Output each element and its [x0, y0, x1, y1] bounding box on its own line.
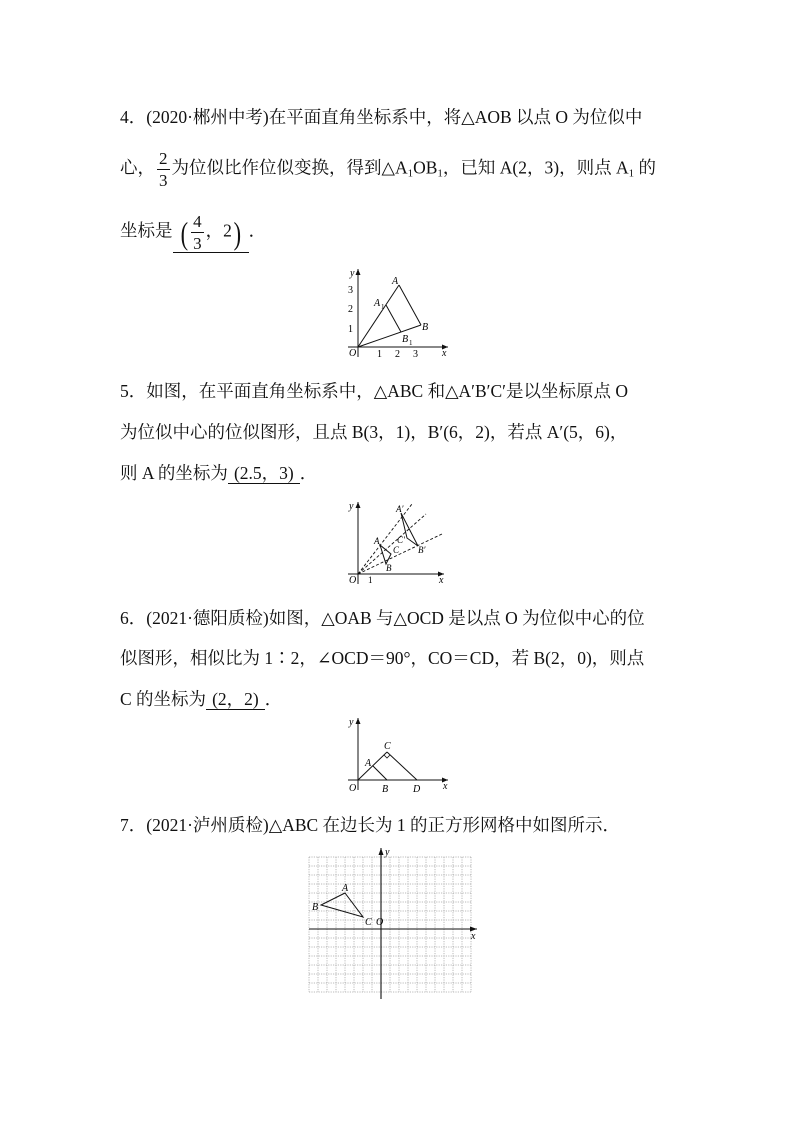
triangle-ABC	[321, 893, 363, 917]
point-label-B: B	[422, 322, 429, 333]
frac-numerator: 4	[193, 212, 202, 231]
y-tick-label: 1	[348, 324, 353, 335]
q4-text: OB	[413, 157, 438, 178]
y-axis-label: y	[385, 847, 390, 858]
segment-AB	[373, 766, 387, 780]
square-grid	[309, 857, 471, 992]
q6-line3	[120, 691, 282, 710]
x-tick-label: 1	[368, 575, 373, 585]
point-label-A: A	[342, 883, 349, 894]
point-label-D: D	[413, 784, 421, 794]
y-axis-label: y	[349, 501, 354, 512]
q4-figure	[336, 265, 454, 360]
q6-figure	[340, 714, 452, 794]
subscript: 1	[381, 303, 385, 311]
q7-figure	[305, 845, 480, 1003]
subscript: 1	[407, 167, 414, 180]
q4-text: ．	[248, 220, 267, 241]
q5-line1: 5．如图，在平面直角坐标系中，△ABC 和△A′B′C′是以坐标原点 O	[120, 381, 629, 401]
x-axis-label: x	[442, 348, 447, 359]
q5-text: 则 A 的坐标为	[120, 463, 228, 483]
frac-numerator: 2	[159, 149, 168, 168]
x-axis-label: x	[471, 931, 476, 942]
point-label-C: C	[384, 741, 391, 752]
y-axis-label: y	[349, 717, 354, 728]
q6-line2: 似图形，相似比为 1∶2，∠OCD＝90°，CO＝CD，若 B(2，0)，则点	[120, 648, 645, 668]
point-label-C: C	[365, 917, 372, 928]
origin-label: O	[349, 575, 357, 586]
origin-label: O	[349, 783, 357, 794]
q4-text: 心，	[120, 157, 155, 178]
point-label-B: B	[386, 563, 392, 573]
subscript: 1	[409, 339, 413, 347]
y-tick-label: 3	[348, 285, 353, 296]
point-label-B1: B	[402, 334, 409, 345]
segment-CD	[387, 752, 417, 780]
q4-answer: ( $\frac{4}{3}$ ，2)	[173, 213, 249, 253]
y-tick-label: 2	[348, 304, 353, 315]
q4-line1: 4．(2020·郴州中考)在平面直角坐标系中，将△AOB 以点 O 为位似中	[120, 107, 643, 127]
q4-text: 的	[634, 157, 656, 178]
y-axis-label: y	[350, 268, 355, 279]
q4-text: 坐标是	[120, 220, 173, 241]
x-tick-label: 1	[377, 349, 382, 360]
q5-answer: (2.5，3)	[228, 465, 300, 484]
point-label-B-prime: B′	[418, 545, 426, 555]
point-label-A: A	[374, 536, 380, 546]
q4-line2	[120, 150, 656, 189]
x-axis-label: x	[439, 575, 444, 586]
origin-label: O	[376, 917, 384, 928]
x-axis-label: x	[443, 781, 448, 792]
frac-denominator: 3	[193, 234, 202, 253]
q7-line1: 7．(2021·泸州质检)△ABC 在边长为 1 的正方形网格中如图所示．	[120, 815, 621, 835]
q6-answer: (2，2)	[206, 691, 265, 710]
q6-text: ．	[264, 689, 283, 709]
q5-line2: 为位似中心的位似图形，且点 B(3，1)，B′(6，2)，若点 A′(5，6)，	[120, 422, 628, 442]
point-label-C: C	[393, 545, 400, 555]
subscript: 1	[437, 167, 443, 180]
subscript: 1	[628, 167, 635, 180]
point-label-C-prime: C′	[397, 535, 405, 545]
point-label-A-prime: A′	[396, 504, 404, 514]
segment-AB	[399, 285, 421, 325]
point-label-A: A	[392, 276, 399, 287]
triangle-ABC	[380, 545, 391, 564]
fraction-two-thirds	[157, 150, 170, 189]
right-angle-mark	[384, 755, 390, 758]
q5-text: ．	[299, 463, 318, 483]
q6-line1: 6．(2021·德阳质检)如图，△OAB 与△OCD 是以点 O 为位似中心的位	[120, 608, 645, 628]
q4-text: 为位似比作位似变换，得到△A	[171, 157, 408, 178]
point-label-B: B	[382, 784, 389, 794]
q4-text: ，已知 A(2，3)，则点 A	[442, 157, 629, 178]
segment-OA	[358, 285, 399, 347]
point-label-A1: A	[374, 298, 381, 309]
point-label-B: B	[312, 902, 319, 913]
x-tick-label: 2	[395, 349, 400, 360]
origin-label: O	[349, 348, 357, 359]
x-tick-label: 3	[413, 349, 418, 360]
q4-line3	[120, 213, 266, 253]
frac-denominator: 3	[159, 171, 168, 190]
q5-figure	[340, 498, 450, 586]
q5-line3	[120, 465, 317, 484]
q4-answer-rest: ，2	[205, 220, 232, 241]
q6-text: C 的坐标为	[120, 689, 207, 709]
point-label-A: A	[365, 758, 372, 769]
segment-A1B1	[386, 305, 401, 332]
